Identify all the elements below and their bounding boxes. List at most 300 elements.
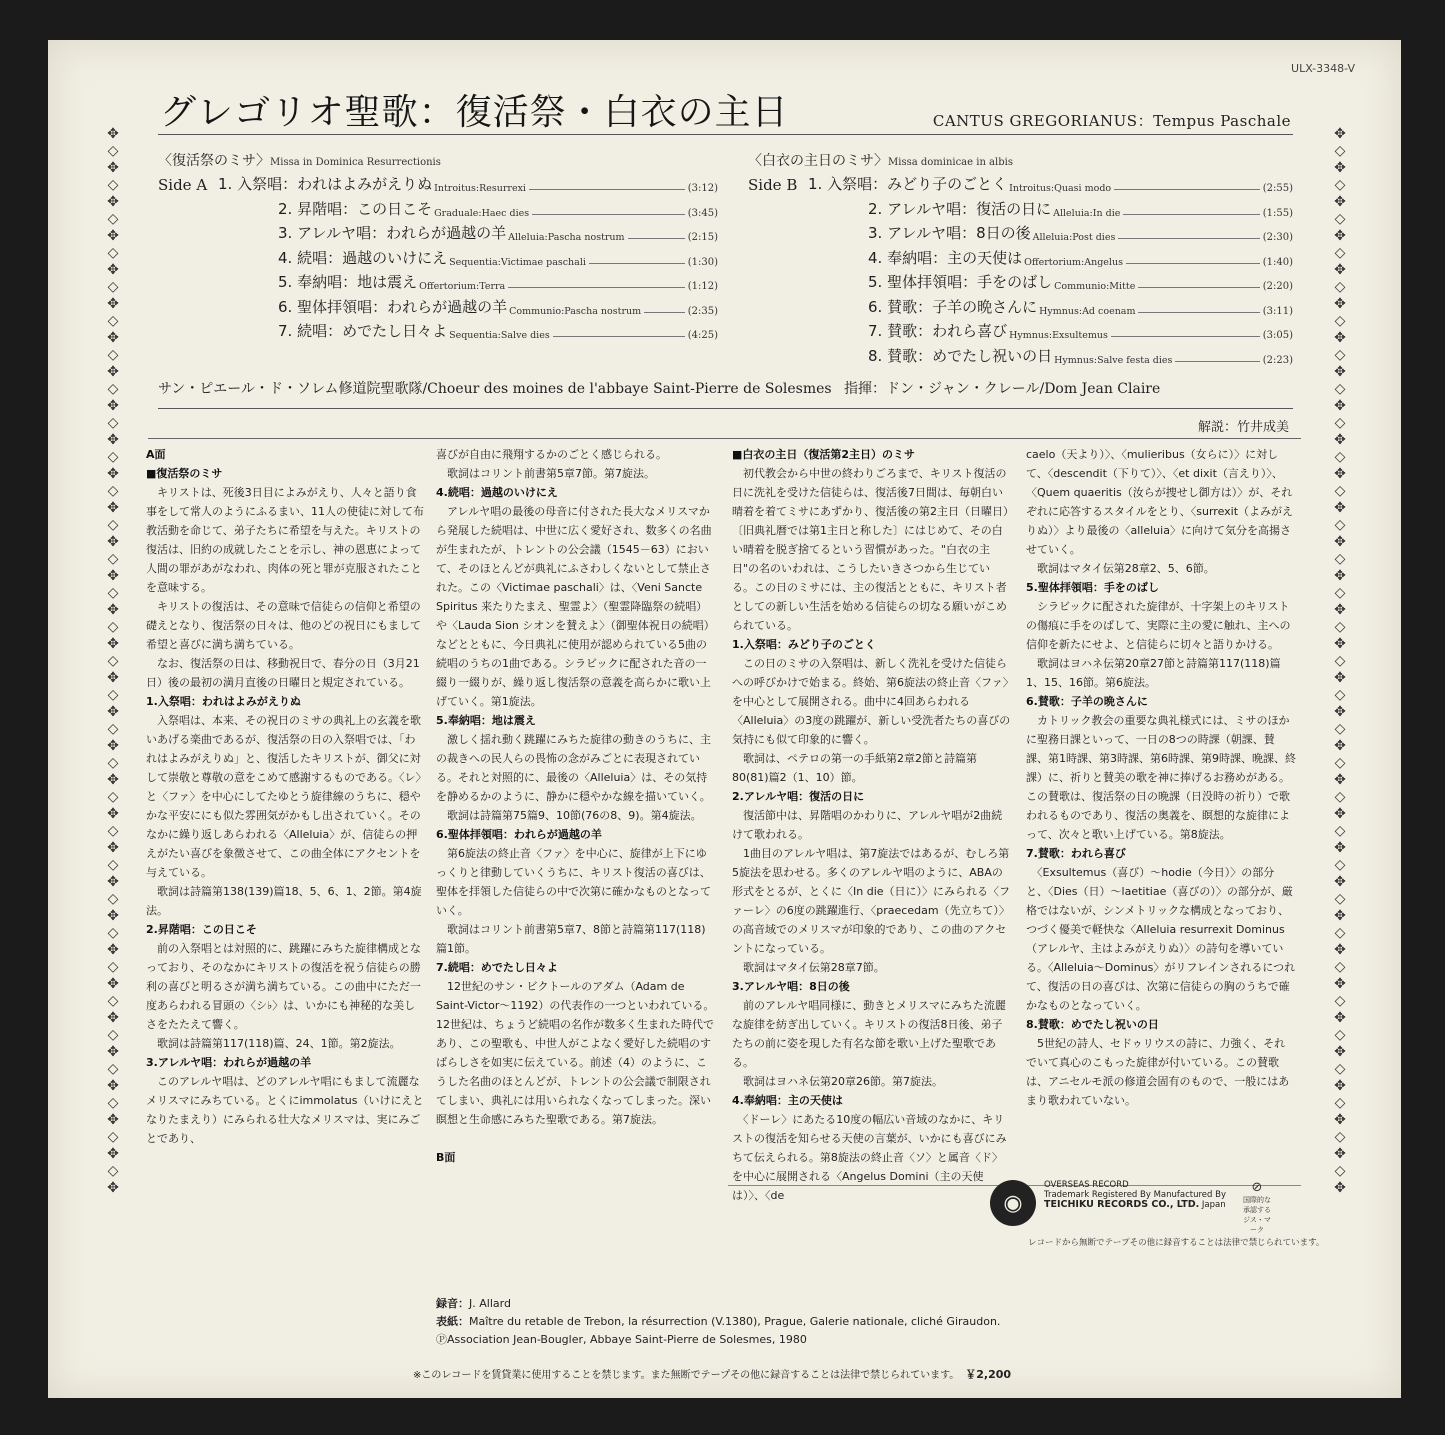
notes-paragraph: 〈Exsultemus（喜び）～hodie（今日）〉の部分と、〈Dies（日）～laetitiae（喜びの）〉の部分が、厳格ではないが、シンメトリックな構成となっており、つづく優美で軽快な〈Alleluia resurrexit Dominus（アレルヤ、主はよみがえりぬ）〉の詩句を導いている。〈Alleluia～Dominus〉がリフレインされるにつれて、復活の日の喜びは、次第に信徒らの胸のうちで確かなものとなっていく。 (1026, 866, 1296, 1012)
ornament-glyph: ✥ (107, 228, 119, 244)
notes-column-2 (436, 445, 716, 1167)
track-leader-line (1138, 287, 1259, 288)
footer-notice (413, 1366, 1011, 1382)
track-duration: (2:23) (1262, 354, 1293, 366)
side-a-heading-latin: Missa in Dominica Resurrectionis (270, 157, 441, 168)
ornament-glyph: ◇ (1334, 925, 1346, 941)
track-title: 2. 昇階唱：この日こそ (278, 199, 433, 218)
ornament-glyph: ◇ (1334, 619, 1346, 635)
track-row (158, 319, 718, 341)
track-duration: (1:55) (1262, 207, 1293, 219)
ornament-glyph: ✥ (1334, 466, 1346, 482)
track-title: 7. 続唱：めでたし日々よ (278, 322, 448, 340)
track-title: 3. アレルヤ唱：8日の後 (868, 224, 1031, 242)
recording-label: 録音： (436, 1297, 469, 1310)
notes-paragraph: アレルヤ唱の最後の母音に付された長大なメリスマから発展した続唱は、中世に広く愛好され、数多くの名曲が生まれたが、トレントの公会議（1545－63）において、そのほとんどが典礼にふさわしくないとして禁止された。この〈Victimae paschali〉は、〈Veni Sancte Spiritus 来たりたまえ、聖霊よ〉（聖霊降臨祭の続唱）や〈Lauda Sion シオンを賛えよ〉（御聖体祝日の続唱）などとともに、今日典礼に使用が認められている5曲の続唱のうちの1曲である。シラビックに配された音の一綴り一綴りが、繰り返し復活祭の意義を高らかに歌い上げていく。第1旋法。 (436, 505, 715, 708)
ornament-glyph: ✥ (107, 160, 119, 176)
track-row (158, 221, 718, 243)
ornament-glyph: ◇ (107, 687, 119, 703)
performers-latin: /Choeur des moines de l'abbaye Saint-Pierre de Solesmes (422, 381, 832, 397)
track-leader-line (1126, 263, 1260, 264)
track-row (748, 270, 1293, 292)
ornament-glyph: ◇ (1334, 449, 1346, 465)
album-title-latin: CANTUS GREGORIANUS：Tempus Paschale (932, 112, 1291, 130)
ornament-glyph: ◇ (107, 585, 119, 601)
ornament-glyph: ✥ (1334, 432, 1346, 448)
ornament-glyph: ◇ (107, 211, 119, 227)
ornament-glyph: ◇ (1334, 313, 1346, 329)
notes-heading: 6.賛歌：子羊の晩さんに (1026, 695, 1148, 708)
track-latin: Graduale:Haec dies (434, 207, 530, 219)
ornament-glyph: ◇ (107, 789, 119, 805)
track-duration: (1:12) (687, 281, 718, 292)
track-title: 2. アレルヤ唱：復活の日に (868, 199, 1052, 218)
notes-heading: 7.賛歌：われら喜び (1026, 847, 1126, 860)
ornament-glyph: ◇ (1334, 483, 1346, 499)
price: ￥2,200 (965, 1368, 1012, 1381)
ornament-glyph: ◇ (107, 1129, 119, 1145)
notes-heading: 8.賛歌：めでたし祝いの日 (1026, 1018, 1159, 1031)
recording-info (436, 1295, 1000, 1349)
ornament-glyph: ✥ (107, 466, 119, 482)
ornament-glyph: ✥ (107, 942, 119, 958)
recording-line (436, 1295, 1000, 1313)
ornament-glyph: ◇ (1334, 211, 1346, 227)
notes-paragraph: 喜びが自由に飛翔するかのごとく感じられる。 (436, 448, 667, 461)
ornament-glyph: ◇ (1334, 755, 1346, 771)
track-duration: (3:11) (1262, 305, 1293, 317)
ornament-glyph: ✥ (1334, 772, 1346, 788)
ornament-glyph: ◇ (1334, 653, 1346, 669)
notes-paragraph: 歌詞はマタイ伝第28章7節。 (732, 961, 885, 974)
notes-paragraph (436, 1129, 716, 1148)
track-title: 1. 入祭唱：われはよみがえりぬ (218, 175, 433, 193)
label-line2: Trademark Registered By Manufactured By (1044, 1190, 1226, 1200)
label-line1: OVERSEAS RECORD (1044, 1180, 1129, 1190)
side-b-heading-latin: Missa dominicae in albis (888, 157, 1013, 168)
ornament-glyph: ◇ (107, 857, 119, 873)
ornament-glyph: ◇ (1334, 959, 1346, 975)
ornament-glyph: ◇ (1334, 551, 1346, 567)
ornament-glyph: ✥ (107, 330, 119, 346)
ornament-glyph: ✥ (107, 976, 119, 992)
ornament-glyph: ◇ (107, 517, 119, 533)
side-label: Side A (158, 176, 208, 194)
ornament-glyph: ✥ (107, 738, 119, 754)
notes-heading: 5.聖体拝領唱：手をのばし (1026, 581, 1159, 594)
notes-paragraph: 歌詞は詩篇第75篇9、10節(76の8、9)。第4旋法。 (436, 809, 702, 822)
left-ornament-border (100, 126, 126, 1206)
ornament-glyph: ◇ (1334, 891, 1346, 907)
side-b-tracklist (748, 150, 1293, 366)
credit-divider (158, 408, 1293, 409)
ornament-glyph: ◇ (1334, 1163, 1346, 1179)
ornament-glyph: ◇ (1334, 823, 1346, 839)
track-leader-line (1118, 238, 1259, 239)
notes-paragraph: 第6旋法の終止音〈ファ〉を中心に、旋律が上下にゆっくりと律動していくうちに、キリスト復活の喜びは、聖体を拝領した信徒らの中で次第に確かなものとなっていく。 (436, 847, 711, 917)
ornament-glyph: ✥ (1334, 942, 1346, 958)
ornament-glyph: ◇ (107, 245, 119, 261)
track-latin: Sequentia:Salve dies (449, 330, 550, 341)
label-info (1044, 1180, 1226, 1210)
ornament-glyph: ✥ (107, 908, 119, 924)
ornament-glyph: ◇ (107, 823, 119, 839)
track-latin: Sequentia:Victimae paschali (449, 256, 586, 268)
ornament-glyph: ✥ (107, 262, 119, 278)
track-latin: Hymnus:Salve festa dies (1054, 354, 1173, 366)
ornament-glyph: ◇ (107, 313, 119, 329)
right-ornament-border (1327, 126, 1353, 1206)
track-row (158, 246, 718, 268)
notes-paragraph: 復活節中は、昇階唱のかわりに、アレルヤ唱が2曲続けて歌われる。 (732, 809, 1003, 841)
track-duration: (2:20) (1262, 281, 1293, 292)
track-duration: (2:15) (687, 232, 718, 243)
notes-heading: 7.続唱：めでたし日々よ (436, 961, 558, 974)
ornament-glyph: ◇ (1334, 857, 1346, 873)
track-row (748, 319, 1293, 341)
ornament-glyph: ✥ (1334, 1078, 1346, 1094)
track-row (748, 197, 1293, 219)
label-line3: TEICHIKU RECORDS CO., LTD. (1044, 1199, 1200, 1210)
side-a-heading (158, 150, 718, 170)
track-duration: (4:25) (687, 330, 718, 341)
ornament-glyph: ✥ (1334, 1112, 1346, 1128)
conductor-latin: /Dom Jean Claire (1039, 381, 1161, 397)
ornament-glyph: ✥ (107, 194, 119, 210)
ornament-glyph: ✥ (1334, 364, 1346, 380)
notes-paragraph: 5世紀の詩人、セドゥリウスの詩に、力強く、それでいて真心のこもった旋律が付いている。この賛歌は、アニセルモ派の修道会固有のもので、一般にはあまり歌われていない。 (1026, 1037, 1290, 1107)
ornament-glyph: ◇ (1334, 415, 1346, 431)
notes-paragraph: caelo（天より）〉、〈mulieribus（女らに）〉に対して、〈descendit（下りて）〉、〈et dixit（言えり）〉、〈Quem quaeritis（汝らが捜せし御方は）〉が、それぞれに応答するスタイルをとり、〈surrexit（よみがえりぬ）〉より最後の〈alleluia〉に向けて気分を高揚させていく。 (1026, 448, 1294, 556)
notes-paragraph: 1曲目のアレルヤ唱は、第7旋法ではあるが、むしろ第5旋法を思わせる。多くのアレルヤ唱のように、ABAの形式をとるが、とくに〈In die（日に）〉にみられる〈ファーレ〉の6度の跳躍進行、〈praecedam（先立ちて）〉の高音域でのメリスマが印象的であり、この曲のアクセントになっている。 (732, 847, 1011, 955)
ornament-glyph: ✥ (1334, 500, 1346, 516)
ornament-glyph: ◇ (107, 653, 119, 669)
notes-paragraph: 歌詞は詩篇第138(139)篇18、5、6、1、2節。第4旋法。 (146, 885, 422, 917)
notes-paragraph: キリストの復活は、その意味で信徒らの信仰と希望の礎えとなり、復活祭の日々は、他のどの祝日にもまして希望と喜びに満ち満ちている。 (146, 600, 421, 651)
side-b-heading (748, 150, 1293, 170)
recording-text: Maître du retable de Trebon, la résurrection (V.1380), Prague, Galerie nationale, cliché Giraudon. (469, 1315, 1001, 1328)
track-latin: Communio:Pascha nostrum (509, 305, 642, 317)
notes-heading: 3.アレルヤ唱：8日の後 (732, 980, 850, 993)
overseas-record-logo: ◉ (990, 1180, 1036, 1226)
ornament-glyph: ◇ (107, 143, 119, 159)
track-row (158, 197, 718, 219)
notes-paragraph: この日のミサの入祭唱は、新しく洗礼を受けた信徒らへの呼びかけで始まる。終始、第6旋法の終止音〈ファ〉を中心として展開される。曲中に4回あらわれる〈Alleluia〉の3度の跳躍が、新しい受洗者たちの喜びの気持にも似て印象的に響く。 (732, 657, 1011, 746)
album-back-cover (48, 40, 1401, 1398)
track-title: 5. 奉納唱：地は震え (278, 273, 418, 291)
track-title: 5. 聖体拝領唱：手をのばし (868, 273, 1053, 291)
notes-heading: 3.アレルヤ唱：われらが過越の羊 (146, 1056, 312, 1069)
track-leader-line (644, 312, 685, 313)
notes-heading: 6.聖体拝領唱：われらが過越の羊 (436, 828, 602, 841)
ornament-glyph: ◇ (107, 449, 119, 465)
notes-heading: 1.入祭唱：みどり子のごとく (732, 638, 876, 651)
track-title: 4. 続唱：過越のいけにえ (278, 248, 448, 267)
ornament-glyph: ◇ (107, 483, 119, 499)
track-leader-line (1123, 214, 1259, 215)
ornament-glyph: ✥ (107, 398, 119, 414)
notes-heading: 5.奉納唱：地は震え (436, 714, 536, 727)
ornament-glyph: ◇ (1334, 721, 1346, 737)
track-latin: Alleluia:Post dies (1032, 232, 1116, 243)
ornament-glyph: ◇ (107, 1027, 119, 1043)
ornament-glyph: ✥ (1334, 704, 1346, 720)
ornament-glyph: ◇ (107, 381, 119, 397)
track-leader-line (589, 263, 685, 264)
notes-paragraph: 初代教会から中世の終わりごろまで、キリスト復活の日に洗礼を受けた信徒らは、復活後7日間は、毎朝白い晴着を着てミサにあずかり、復活後の第2主日（日曜日）〔旧典礼暦では第1主日と称した〕にはじめて、その白い晴着を脱ぎ捨てるという習慣があった。"白衣の主日"の名のいわれは、こうしたいきさつから生じている。この日のミサには、主の復活とともに、キリスト者としての新しい生活を始める信徒らの切なる願いがこめられている。 (732, 467, 1009, 632)
ornament-glyph: ✥ (107, 1146, 119, 1162)
notes-heading: B面 (436, 1151, 456, 1164)
notes-paragraph: 歌詞はコリント前書第5章7節。第7旋法。 (436, 467, 655, 480)
ornament-glyph: ✥ (107, 296, 119, 312)
ornament-glyph: ✥ (107, 1044, 119, 1060)
ornament-glyph: ✥ (1334, 534, 1346, 550)
ornament-glyph: ◇ (1334, 993, 1346, 1009)
track-leader-line (508, 287, 685, 288)
track-latin: Introitus:Resurrexi (434, 183, 526, 194)
ornament-glyph: ◇ (1334, 143, 1346, 159)
ornament-glyph: ✥ (107, 636, 119, 652)
recording-line (436, 1313, 1000, 1331)
ornament-glyph: ✥ (1334, 602, 1346, 618)
ornament-glyph: ✥ (107, 126, 119, 142)
ornament-glyph: ◇ (107, 551, 119, 567)
notes-divider (148, 438, 1301, 439)
track-duration: (1:40) (1262, 256, 1293, 268)
notes-paragraph: カトリック教会の重要な典礼様式には、ミサのほかに聖務日課といって、一日の8つの時課（朝課、賛課、第1時課、第3時課、第6時課、第9時課、晩課、終課）に、祈りと賛美の歌を神に捧げるお務めがある。この賛歌は、復活祭の日の晩課（日没時の祈り）で歌われるものであり、復活の奥義を、瞑想的な旋律によって、次々と歌い上げている。第8旋法。 (1026, 714, 1296, 841)
notes-paragraph: 歌詞はヨハネ伝第20章26節。第7旋法。 (732, 1075, 943, 1088)
commentator: 解説：竹井成美 (1197, 420, 1289, 435)
track-row (748, 344, 1293, 366)
track-duration: (1:30) (687, 256, 718, 268)
ornament-glyph: ✥ (1334, 262, 1346, 278)
track-row (748, 246, 1293, 268)
notes-paragraph: 歌詞は、ペテロの第一の手紙第2章2節と詩篇第80(81)篇2（1、10）節。 (732, 752, 977, 784)
side-label: Side B (748, 176, 798, 194)
ornament-glyph: ✥ (107, 772, 119, 788)
ornament-glyph: ✥ (1334, 228, 1346, 244)
recording-text: J. Allard (469, 1297, 511, 1310)
ornament-glyph: ◇ (107, 755, 119, 771)
ornament-glyph: ◇ (1334, 585, 1346, 601)
jasrac-text: 国際的な承認する ジス・マーク (1243, 1196, 1271, 1234)
track-leader-line (1138, 312, 1259, 313)
ornament-glyph: ✥ (107, 1180, 119, 1196)
notes-heading: ■復活祭のミサ (146, 467, 223, 480)
track-leader-line (1175, 361, 1259, 362)
track-row (158, 172, 718, 194)
track-latin: Hymnus:Ad coenam (1039, 305, 1136, 317)
ornament-glyph: ✥ (1334, 568, 1346, 584)
track-duration: (2:55) (1262, 183, 1293, 194)
ornament-glyph: ◇ (107, 959, 119, 975)
ornament-glyph: ◇ (107, 925, 119, 941)
notes-heading: 4.奉納唱：主の天使は (732, 1094, 843, 1107)
ornament-glyph: ✥ (107, 1078, 119, 1094)
notes-paragraph: なお、復活祭の日は、移動祝日で、春分の日（3月21日）後の最初の満月直後の日曜日と規定されている。 (146, 657, 420, 689)
notes-paragraph: 12世紀のサン・ビクトールのアダム（Adam de Saint-Victor～1192）の代表作の一つといわれている。12世紀は、ちょうど続唱の名作が数多く生まれた時代であり、この聖歌も、中世人がこよなく愛好した続唱のすばらしさを如実に伝えている。前述（4）のように、こうした名曲のほとんどが、トレントの公会議で制限されてしまい、典礼には用いられなくなってしまった。深い瞑想と生命感にみちた聖歌である。第7旋法。 (436, 980, 715, 1126)
ornament-glyph: ✥ (1334, 738, 1346, 754)
ornament-glyph: ✥ (107, 500, 119, 516)
track-row (748, 172, 1293, 194)
ornament-glyph: ◇ (1334, 245, 1346, 261)
rental-notice: ※このレコードを賃貸業に使用することを禁じます。また無断でテープその他に録音することは法律で禁じられています。 (413, 1370, 960, 1381)
ornament-glyph: ✥ (107, 840, 119, 856)
ornament-glyph: ✥ (107, 1112, 119, 1128)
ornament-glyph: ✥ (1334, 126, 1346, 142)
notes-paragraph: 〈ドーレ〉にあたる10度の幅広い音域のなかに、キリストの復活を知らせる天使の言葉が、いかにも喜びにみちて伝えられる。第8旋法の終止音〈ソ〉と属音〈ド〉を中心に展開される〈Angelus Domini（主の天使は）〉、〈de (732, 1113, 1007, 1202)
track-title: 4. 奉納唱：主の天使は (868, 248, 1023, 267)
notes-paragraph: 歌詞はコリント前書第5章7、8節と詩篇第117(118)篇1節。 (436, 923, 706, 955)
track-row (158, 295, 718, 317)
track-latin: Offertorium:Angelus (1024, 256, 1123, 268)
ornament-glyph: ◇ (107, 1095, 119, 1111)
track-title: 1. 入祭唱：みどり子のごとく (808, 175, 1008, 193)
track-row (748, 221, 1293, 243)
track-duration: (2:35) (687, 305, 718, 317)
ornament-glyph: ◇ (1334, 1095, 1346, 1111)
recording-line (436, 1331, 1000, 1349)
track-latin: Introitus:Quasi modo (1009, 183, 1112, 194)
ornament-glyph: ✥ (1334, 976, 1346, 992)
ornament-glyph: ✥ (107, 432, 119, 448)
ornament-glyph: ✥ (107, 874, 119, 890)
notes-column-1 (146, 445, 426, 1148)
ornament-glyph: ✥ (107, 534, 119, 550)
notes-heading: ■白衣の主日（復活第2主日）のミサ (732, 448, 916, 461)
ornament-glyph: ✥ (1334, 1180, 1346, 1196)
ornament-glyph: ✥ (1334, 1010, 1346, 1026)
ornament-glyph: ✥ (107, 704, 119, 720)
track-leader-line (532, 214, 685, 215)
notes-column-3 (732, 445, 1012, 1205)
notes-paragraph: キリストは、死後3日目によみがえり、人々と語り食事をして常人のようにふるまい、11人の使徒に対して布教活動を命じて、弟子たちに希望を与えた。キリストの復活は、旧約の成就したことを示し、神の恩恵によって人間の罪があがなわれ、肉体の死と罪が克服されたことを意味する。 (146, 486, 424, 594)
notes-paragraph: 激しく揺れ動く跳躍にみちた旋律の動きのうちに、主の裁きへの民人らの畏怖の念がみごとに表現されている。それと対照的に、最後の〈Alleluia〉は、その気持を静めるかのように、静かに穏やかな線を描いていく。 (436, 733, 711, 803)
track-duration: (3:05) (1262, 330, 1293, 341)
recording-label: 表紙： (436, 1315, 469, 1328)
ornament-glyph: ◇ (107, 347, 119, 363)
ornament-glyph: ◇ (107, 993, 119, 1009)
performers-jp: サン・ピエール・ド・ソレム修道院聖歌隊 (158, 381, 423, 397)
notes-heading: 2.アレルヤ唱：復活の日に (732, 790, 865, 803)
ornament-glyph: ◇ (1334, 687, 1346, 703)
ornament-glyph: ◇ (1334, 381, 1346, 397)
track-duration: (3:45) (687, 207, 718, 219)
track-latin: Alleluia:In die (1053, 207, 1121, 219)
notes-paragraph: 歌詞はヨハネ伝第20章27節と詩篇第117(118)篇1、15、16節。第6旋法。 (1026, 657, 1281, 689)
ornament-glyph: ✥ (1334, 874, 1346, 890)
track-latin: Alleluia:Pascha nostrum (508, 232, 625, 243)
notes-paragraph: 歌詞はマタイ伝第28章2、5、6節。 (1026, 562, 1215, 575)
side-b-heading-jp: 〈白衣の主日のミサ〉 (748, 153, 888, 169)
ornament-glyph: ✥ (1334, 1146, 1346, 1162)
ornament-glyph: ✥ (1334, 398, 1346, 414)
ornament-glyph: ✥ (107, 602, 119, 618)
ornament-glyph: ✥ (1334, 330, 1346, 346)
ornament-glyph: ◇ (1334, 1027, 1346, 1043)
ornament-glyph: ✥ (1334, 840, 1346, 856)
ornament-glyph: ◇ (1334, 347, 1346, 363)
ornament-glyph: ◇ (107, 1061, 119, 1077)
notes-paragraph: シラビックに配された旋律が、十字架上のキリストの傷痕に手をのばして、実際に主の愛に触れ、主への信仰を新たにせよ、と信徒らに切々と語りかける。 (1026, 600, 1291, 651)
notes-paragraph: 前の入祭唱とは対照的に、跳躍にみちた旋律構成となっており、そのなかにキリストの復活を祝う信徒らの勝利の喜びと明るさが満ち満ちている。この曲中にただ一度あらわれる冒頭の〈シ♭〉は、いかにも神秘的な美しさをたたえて響く。 (146, 942, 421, 1031)
track-leader-line (529, 189, 685, 190)
conductor-jp: 指揮：ドン・ジャン・クレール (844, 381, 1040, 397)
ornament-glyph: ◇ (1334, 789, 1346, 805)
ornament-glyph: ◇ (107, 279, 119, 295)
side-a-heading-jp: 〈復活祭のミサ〉 (158, 153, 270, 169)
recording-text: ⓅAssociation Jean-Bougler, Abbaye Saint-Pierre de Solesmes, 1980 (436, 1333, 807, 1346)
ornament-glyph: ✥ (1334, 194, 1346, 210)
track-duration: (3:12) (687, 183, 718, 194)
notes-heading: 1.入祭唱：われはよみがえりぬ (146, 695, 301, 708)
track-title: 7. 賛歌：われら喜び (868, 322, 1008, 340)
track-title: 8. 賛歌：めでたし祝いの日 (868, 346, 1053, 365)
title-divider (158, 134, 1293, 135)
ornament-glyph: ✥ (107, 670, 119, 686)
jasrac-icon: ⊘ (1251, 1180, 1263, 1195)
ornament-glyph: ✥ (1334, 160, 1346, 176)
track-title: 6. 賛歌：子羊の晩さんに (868, 297, 1038, 316)
side-a-tracklist (158, 150, 718, 341)
ornament-glyph: ◇ (1334, 517, 1346, 533)
track-leader-line (628, 238, 685, 239)
notes-heading: 2.昇階唱：この日こそ (146, 923, 257, 936)
ornament-glyph: ✥ (1334, 1044, 1346, 1060)
track-title: 6. 聖体拝領唱：われらが過越の羊 (278, 297, 508, 316)
performer-credit (158, 378, 1160, 398)
legal-notice-small: レコードから無断でテープその他に録音することは法律で禁じられています。 (1028, 1238, 1325, 1248)
jasrac-mark (1242, 1180, 1272, 1235)
track-leader-line (553, 336, 685, 337)
track-duration: (2:30) (1262, 232, 1293, 243)
album-title-japanese: グレゴリオ聖歌：復活祭・白衣の主日 (160, 92, 789, 133)
label-country: Japan (1201, 1200, 1226, 1210)
ornament-glyph: ✥ (107, 568, 119, 584)
notes-heading: A面 (146, 448, 166, 461)
notes-column-4 (1026, 445, 1296, 1110)
ornament-glyph: ◇ (107, 891, 119, 907)
catalog-number: ULX-3348-V (1291, 62, 1355, 75)
ornament-glyph: ◇ (107, 1163, 119, 1179)
ornament-glyph: ◇ (107, 415, 119, 431)
ornament-glyph: ✥ (1334, 908, 1346, 924)
ornament-glyph: ✥ (107, 1010, 119, 1026)
ornament-glyph: ◇ (1334, 177, 1346, 193)
ornament-glyph: ✥ (1334, 296, 1346, 312)
ornament-glyph: ◇ (107, 177, 119, 193)
ornament-glyph: ✥ (1334, 636, 1346, 652)
track-row (158, 270, 718, 292)
ornament-glyph: ✥ (107, 364, 119, 380)
ornament-glyph: ✥ (107, 806, 119, 822)
notes-paragraph: このアレルヤ唱は、どのアレルヤ唱にもまして流麗なメリスマにみちている。とくにimmolatus（いけにえとなりたまえり）にみられる壮大なメリスマは、実にみごとであり、 (146, 1075, 424, 1145)
ornament-glyph: ◇ (107, 721, 119, 737)
track-row (748, 295, 1293, 317)
track-latin: Offertorium:Terra (419, 281, 506, 292)
track-latin: Communio:Mitte (1054, 281, 1136, 292)
ornament-glyph: ◇ (1334, 279, 1346, 295)
notes-heading: 4.続唱：過越のいけにえ (436, 486, 558, 499)
track-latin: Hymnus:Exsultemus (1009, 330, 1108, 341)
ornament-glyph: ✥ (1334, 670, 1346, 686)
notes-paragraph: 歌詞は詩篇第117(118)篇、24、1節。第2旋法。 (146, 1037, 401, 1050)
notes-paragraph: 前のアレルヤ唱同様に、動きとメリスマにみちた流麗な旋律を紡ぎ出していく。キリストの復活8日後、弟子たちの前に姿を現した有名な節を歌い上げた聖歌である。 (732, 999, 1006, 1069)
track-leader-line (1114, 189, 1260, 190)
notes-paragraph: 入祭唱は、本来、その祝日のミサの典礼上の玄義を歌いあげる楽曲であるが、復活祭の日の入祭唱では、「われはよみがえりぬ」と、復活したキリストが、御父に対して崇敬と尊敬の意をこめて感謝するものである。〈レ〉と〈ファ〉を中心にしてたゆとう旋律線のうちに、穏やかな平安ににも似た雰囲気がかもし出されていく。そのなかに繰り返しあらわれる〈Alleluia〉が、信徒らの押えがたい喜びを象徴させて、この曲全体にアクセントを与えている。 (146, 714, 421, 879)
track-title: 3. アレルヤ唱：われらが過越の羊 (278, 224, 507, 242)
ornament-glyph: ◇ (107, 619, 119, 635)
